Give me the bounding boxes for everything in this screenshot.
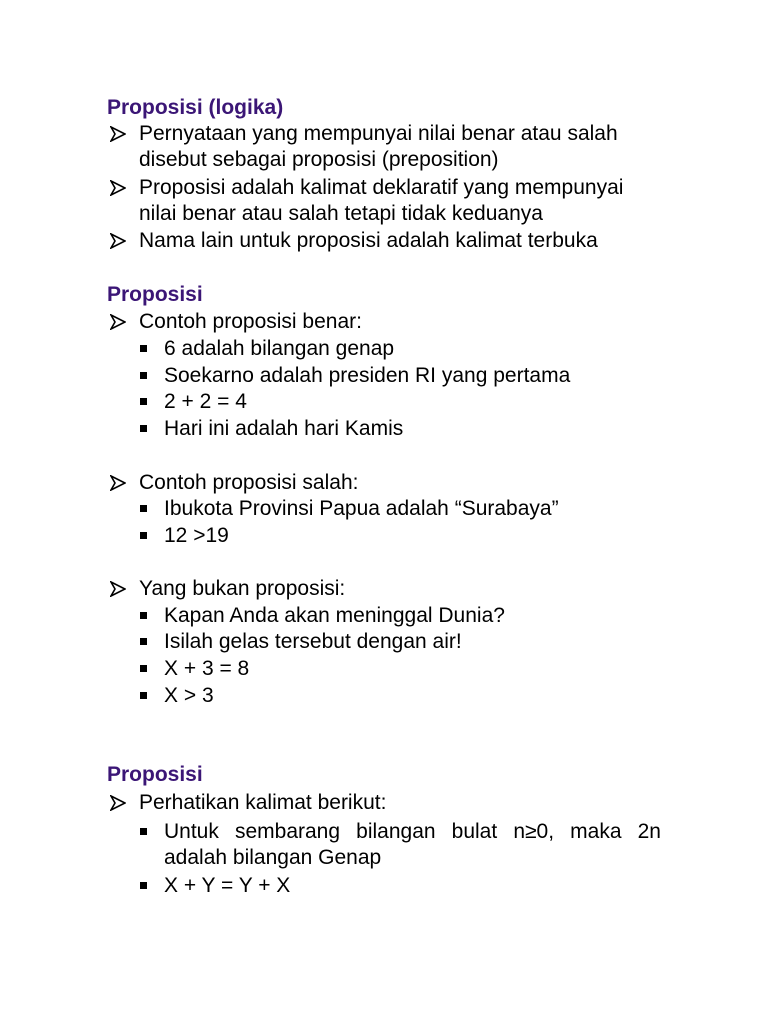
square-bullet-icon xyxy=(140,372,147,379)
arrow-bullet-icon xyxy=(110,795,126,811)
arrow-bullet-icon xyxy=(110,126,126,142)
square-bullet-icon xyxy=(140,638,147,645)
square-bullet-icon xyxy=(140,665,147,672)
square-bullet-icon xyxy=(140,345,147,352)
square-bullet-icon xyxy=(140,612,147,619)
justified-line: Untuk sembarang bilangan bulat n≥0, maka 2n xyxy=(164,820,661,843)
section-heading-proposisi: Proposisi xyxy=(107,763,203,786)
section-heading-proposisi: Proposisi xyxy=(107,283,203,306)
list-item-continuation: disebut sebagai proposisi (preposition) xyxy=(139,148,499,171)
arrow-bullet-icon xyxy=(110,233,126,249)
square-bullet-icon xyxy=(140,505,147,512)
section-heading-proposisi-logika: Proposisi (logika) xyxy=(107,96,284,119)
square-bullet-icon xyxy=(140,692,147,699)
square-bullet-icon xyxy=(140,398,147,405)
arrow-bullet-icon xyxy=(110,475,126,491)
arrow-bullet-icon xyxy=(110,180,126,196)
list-item-continuation: nilai benar atau salah tetapi tidak keduanya xyxy=(139,202,543,225)
square-bullet-icon xyxy=(140,828,147,835)
arrow-bullet-icon xyxy=(110,581,126,597)
square-bullet-icon xyxy=(140,532,147,539)
document-page: Proposisi (logika) Pernyataan yang mempunyai nilai benar atau salah disebut sebagai proposisi (preposition) Proposisi adalah kalimat deklaratif yang mempunyai nilai benar atau salah tetapi tidak keduanya Nama lain untuk proposisi adalah kalimat terbuka Proposisi Contoh proposisi benar: 6 adalah bilangan genap Soekarno adalah presiden RI yang pertama 2 + 2 = 4 Hari ini adalah hari Kamis Contoh proposisi salah: Ibukota Provinsi Papua adalah “Surabaya” 12 >19 Yang bukan proposisi: Kapan Anda akan meninggal Dunia? Isilah gelas tersebut dengan air! X + 3 = 8 X > 3 Proposisi Perhatikan kalimat berikut: Untuk sembarang bilangan bulat n≥0, maka 2n adalah bilangan Genap X + Y = Y + X xyxy=(107,96,661,897)
arrow-bullet-icon xyxy=(110,314,126,330)
square-bullet-icon xyxy=(140,425,147,432)
square-bullet-icon xyxy=(140,882,147,889)
list-item-continuation: adalah bilangan Genap xyxy=(164,846,382,869)
